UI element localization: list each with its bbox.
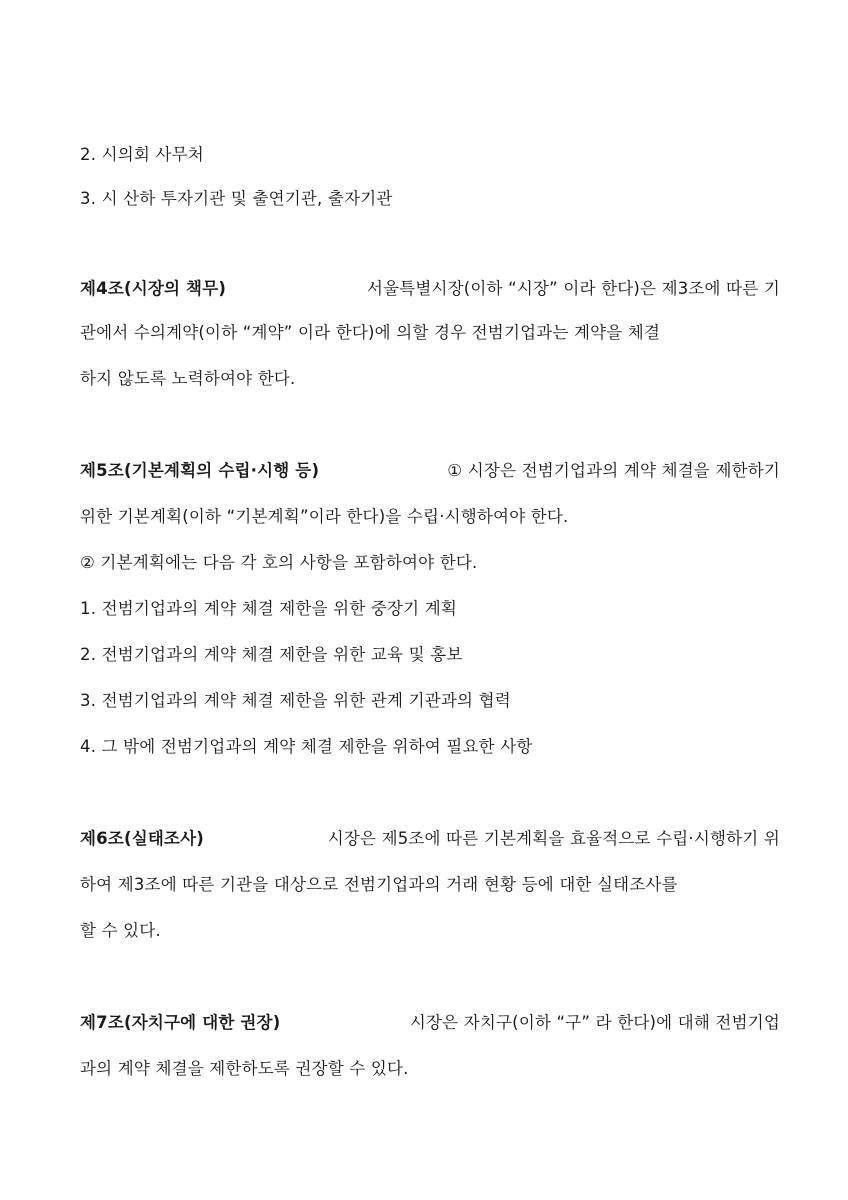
article-4-line-1 xyxy=(80,278,780,300)
article-7-heading: 제7조(자치구에 대한 권장) xyxy=(80,1013,281,1032)
article-5-line-3: ② 기본계획에는 다음 각 호의 사항을 포함하여야 한다. xyxy=(80,553,478,572)
list-item: 2. 시의회 사무처 xyxy=(80,145,204,164)
article-4-line-3: 하지 않도록 노력하여야 한다. xyxy=(80,369,296,388)
article-6-line-1 xyxy=(80,828,780,850)
article-4-text: 서울특별시장(이하 “시장” 이라 한다)은 제3조에 따른 기 xyxy=(366,279,780,298)
list-item: 2. 전범기업과의 계약 체결 제한을 위한 교육 및 홍보 xyxy=(80,645,463,664)
article-5-line-2: 위한 기본계획(이하 “기본계획”이라 한다)을 수립·시행하여야 한다. xyxy=(80,507,569,526)
list-item: 3. 시 산하 투자기관 및 출연기관, 출자기관 xyxy=(80,189,393,208)
article-5-heading: 제5조(기본계획의 수립·시행 등) xyxy=(80,461,320,480)
list-item: 1. 전범기업과의 계약 체결 제한을 위한 중장기 계획 xyxy=(80,599,458,618)
article-7-line-2: 과의 계약 체결을 제한하도록 권장할 수 있다. xyxy=(80,1059,409,1078)
article-6-heading: 제6조(실태조사) xyxy=(80,829,204,848)
article-4-line-2: 관에서 수의계약(이하 “계약” 이라 한다)에 의할 경우 전범기업과는 계약을 체결 xyxy=(80,323,661,342)
article-7-line-1 xyxy=(80,1012,780,1034)
article-6-line-3: 할 수 있다. xyxy=(80,921,161,940)
article-5-line-1 xyxy=(80,460,780,482)
list-item: 3. 전범기업과의 계약 체결 제한을 위한 관계 기관과의 협력 xyxy=(80,691,511,710)
article-4-heading: 제4조(시장의 책무) xyxy=(80,279,227,298)
list-item: 4. 그 밖에 전범기업과의 계약 체결 제한을 위하여 필요한 사항 xyxy=(80,737,533,756)
article-6-line-2: 하여 제3조에 따른 기관을 대상으로 전범기업과의 거래 현황 등에 대한 실태조사를 xyxy=(80,875,678,894)
article-6-text: 시장은 제5조에 따른 기본계획을 효율적으로 수립·시행하기 위 xyxy=(327,829,780,848)
article-5-text: ① 시장은 전범기업과의 계약 체결을 제한하기 xyxy=(447,461,780,480)
article-7-text: 시장은 자치구(이하 “구” 라 한다)에 대해 전범기업 xyxy=(409,1013,780,1032)
